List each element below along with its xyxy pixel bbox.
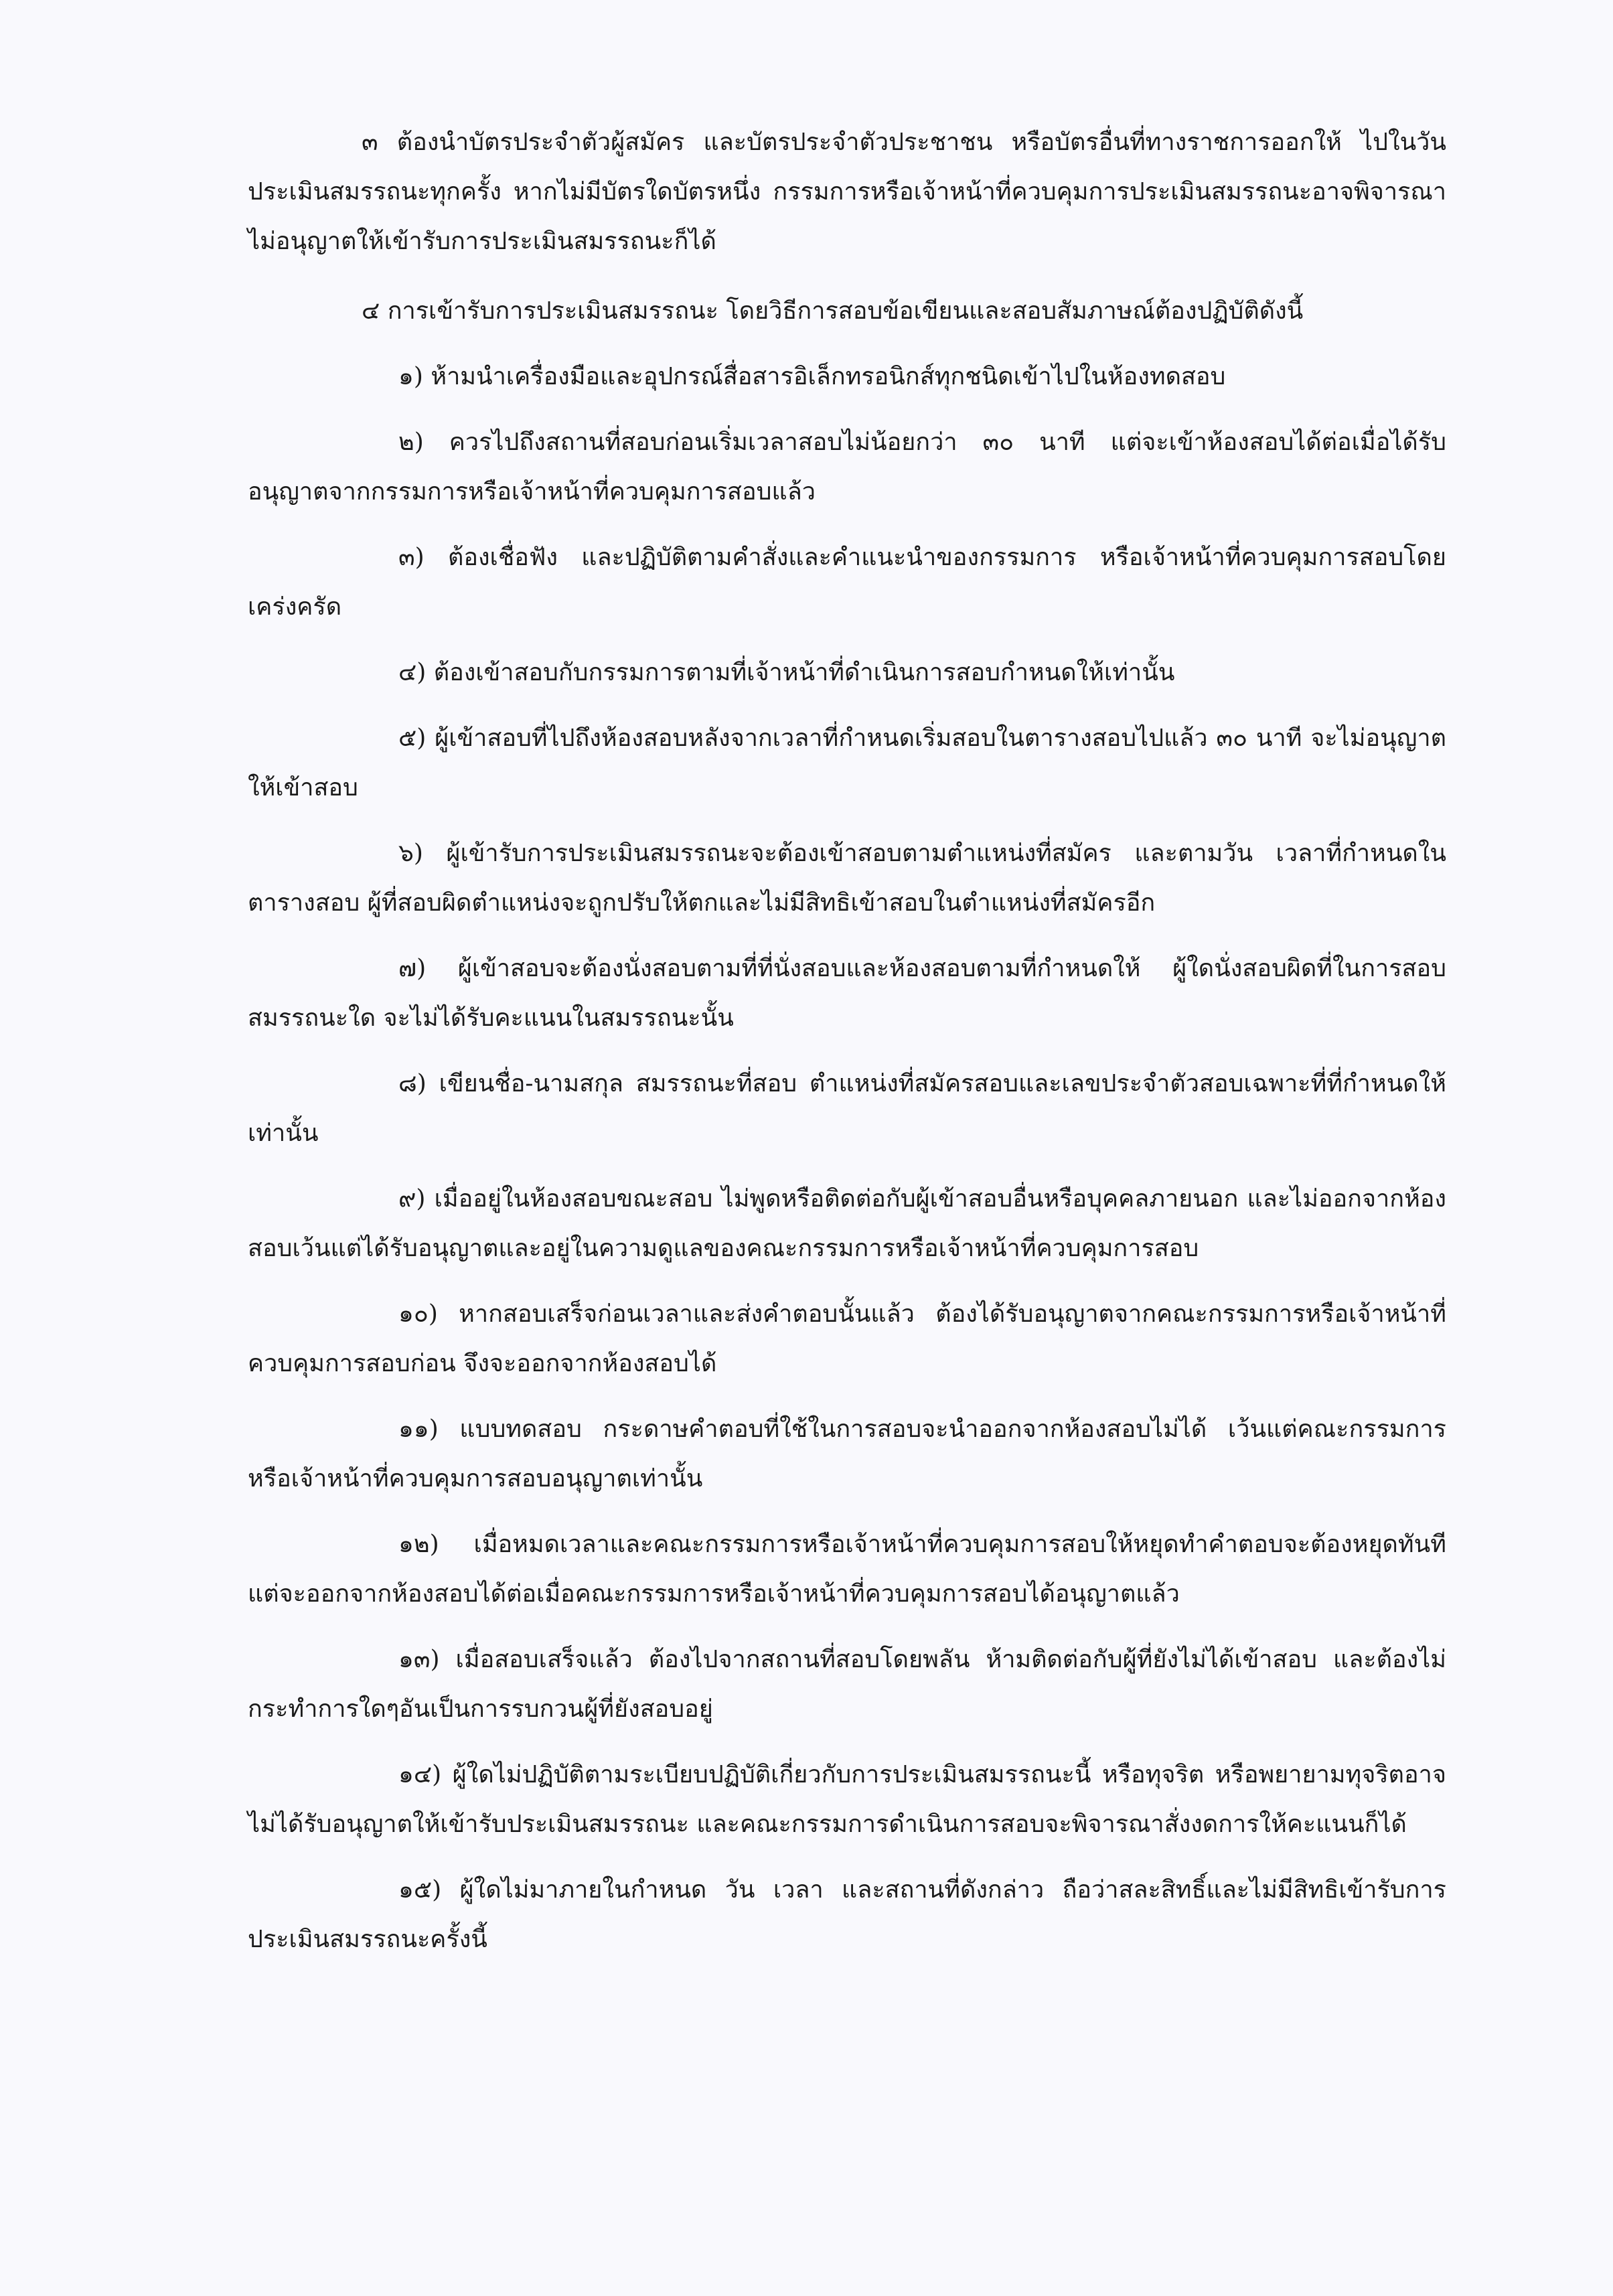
rule-item-5: ๕) ผู้เข้าสอบที่ไปถึงห้องสอบหลังจากเวลาที่กำหนดเริ่มสอบในตารางสอบไปแล้ว ๓๐ นาที จะไม่อนุญาตให้เข้าสอบ — [248, 724, 1446, 801]
section-4-heading: ๔ การเข้ารับการประเมินสมรรถนะ โดยวิธีการสอบข้อเขียนและสอบสัมภาษณ์ต้องปฏิบัติดังนี้ — [362, 297, 1304, 325]
rule-item-9: ๙) เมื่ออยู่ในห้องสอบขณะสอบ ไม่พูดหรือติดต่อกับผู้เข้าสอบอื่นหรือบุคคลภายนอก และไม่ออกจากห้องสอบเว้นแต่ได้รับอนุญาตและอยู่ในความดูแลของคณะกรรมการหรือเจ้าหน้าที่ควบคุมการสอบ — [248, 1185, 1446, 1262]
rule-item-3: ๓) ต้องเชื่อฟัง และปฏิบัติตามคำสั่งและคำแนะนำของกรรมการ หรือเจ้าหน้าที่ควบคุมการสอบโดยเคร่งครัด — [248, 544, 1446, 621]
rule-item-2: ๒) ควรไปถึงสถานที่สอบก่อนเริ่มเวลาสอบไม่น้อยกว่า ๓๐ นาที แต่จะเข้าห้องสอบได้ต่อเมื่อได้รับอนุญาตจากกรรมการหรือเจ้าหน้าที่ควบคุมการสอบแล้ว — [248, 429, 1446, 506]
rule-item-13: ๑๓) เมื่อสอบเสร็จแล้ว ต้องไปจากสถานที่สอบโดยพลัน ห้ามติดต่อกับผู้ที่ยังไม่ได้เข้าสอบ และต้องไม่กระทำการใดๆอันเป็นการรบกวนผู้ที่ยังสอบอยู่ — [248, 1646, 1446, 1723]
section-3-paragraph: ๓ ต้องนำบัตรประจำตัวผู้สมัคร และบัตรประจำตัวประชาชน หรือบัตรอื่นที่ทางราชการออกให้ ไปในวันประเมินสมรรถนะทุกครั้ง หากไม่มีบัตรใดบัตรหนึ่ง กรรมการหรือเจ้าหน้าที่ควบคุมการประเมินสมรรถนะอาจพิจารณาไม่อนุญาตให้เข้ารับการประเมินสมรรถนะก็ได้ — [248, 129, 1446, 255]
rule-item-4: ๔) ต้องเข้าสอบกับกรรมการตามที่เจ้าหน้าที่ดำเนินการสอบกำหนดให้เท่านั้น — [398, 659, 1175, 686]
rule-item-6: ๖) ผู้เข้ารับการประเมินสมรรถนะจะต้องเข้าสอบตามตำแหน่งที่สมัคร และตามวัน เวลาที่กำหนดในตารางสอบ ผู้ที่สอบผิดตำแหน่งจะถูกปรับให้ตกและไม่มีสิทธิเข้าสอบในตำแหน่งที่สมัครอีก — [248, 840, 1446, 917]
rule-item-10: ๑๐) หากสอบเสร็จก่อนเวลาและส่งคำตอบนั้นแล้ว ต้องได้รับอนุญาตจากคณะกรรมการหรือเจ้าหน้าที่ควบคุมการสอบก่อน จึงจะออกจากห้องสอบได้ — [248, 1300, 1446, 1377]
rule-item-1: ๑) ห้ามนำเครื่องมือและอุปกรณ์สื่อสารอิเล็กทรอนิกส์ทุกชนิดเข้าไปในห้องทดสอบ — [398, 363, 1226, 390]
rule-item-15: ๑๕) ผู้ใดไม่มาภายในกำหนด วัน เวลา และสถานที่ดังกล่าว ถือว่าสละสิทธิ์และไม่มีสิทธิเข้ารับการประเมินสมรรถนะครั้งนี้ — [248, 1876, 1446, 1953]
rule-item-7: ๗) ผู้เข้าสอบจะต้องนั่งสอบตามที่ที่นั่งสอบและห้องสอบตามที่กำหนดให้ ผู้ใดนั่งสอบผิดที่ในการสอบสมรรถนะใด จะไม่ได้รับคะแนนในสมรรถนะนั้น — [248, 955, 1446, 1032]
rule-item-14: ๑๔) ผู้ใดไม่ปฏิบัติตามระเบียบปฏิบัติเกี่ยวกับการประเมินสมรรถนะนี้ หรือทุจริต หรือพยายามทุจริตอาจไม่ได้รับอนุญาตให้เข้ารับประเมินสมรรถนะ และคณะกรรมการดำเนินการสอบจะพิจารณาสั่งงดการให้คะแนนก็ได้ — [248, 1761, 1446, 1838]
rule-item-12: ๑๒) เมื่อหมดเวลาและคณะกรรมการหรือเจ้าหน้าที่ควบคุมการสอบให้หยุดทำคำตอบจะต้องหยุดทันทีแต่จะออกจากห้องสอบได้ต่อเมื่อคณะกรรมการหรือเจ้าหน้าที่ควบคุมการสอบได้อนุญาตแล้ว — [248, 1531, 1446, 1608]
rule-item-8: ๘) เขียนชื่อ-นามสกุล สมรรถนะที่สอบ ตำแหน่งที่สมัครสอบและเลขประจำตัวสอบเฉพาะที่ที่กำหนดให้เท่านั้น — [248, 1070, 1446, 1147]
rule-item-11: ๑๑) แบบทดสอบ กระดาษคำตอบที่ใช้ในการสอบจะนำออกจากห้องสอบไม่ได้ เว้นแต่คณะกรรมการหรือเจ้าหน้าที่ควบคุมการสอบอนุญาตเท่านั้น — [248, 1415, 1446, 1493]
document-body — [248, 118, 1446, 1981]
